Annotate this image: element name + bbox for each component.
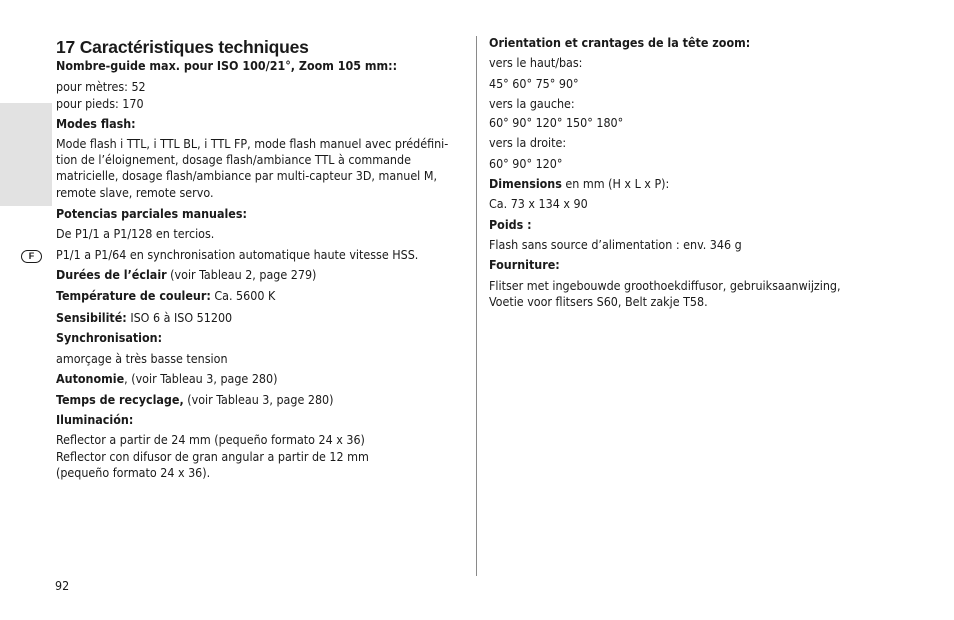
illumination-line: (pequeño formato 24 x 36). xyxy=(56,464,211,480)
up-down-label: vers le haut/bas: xyxy=(489,55,583,71)
language-badge: F xyxy=(21,250,42,263)
partial-power-heading: Potencias parciales manuales: xyxy=(56,206,247,222)
supplied-line: Flitser met ingebouwde groothoekdiffusor, gebruiksaanwijzing, xyxy=(489,277,841,293)
left-values: 60° 90° 120° 150° 180° xyxy=(489,115,624,131)
left-label: vers la gauche: xyxy=(489,95,575,111)
weight-heading: Poids : xyxy=(489,216,532,232)
guide-number-feet: pour pieds: 170 xyxy=(56,95,144,111)
section-title: 17 Caractéristiques techniques xyxy=(56,37,309,57)
flash-modes-heading: Modes flash: xyxy=(56,115,136,131)
autonomy: Autonomie, (voir Tableau 3, page 280) xyxy=(56,371,278,387)
supplied-heading: Fourniture: xyxy=(489,257,560,273)
illumination-line: Reflector a partir de 24 mm (pequeño formato 24 x 36) xyxy=(56,432,365,448)
column-divider xyxy=(476,36,477,576)
right-column xyxy=(489,35,919,310)
right-values: 60° 90° 120° xyxy=(489,155,563,171)
flash-modes-line: remote slave, remote servo. xyxy=(56,184,214,200)
flash-modes-line: matricielle, dosage flash/ambiance par multi-capteur 3D, manuel M, xyxy=(56,168,437,184)
supplied-line: Voetie voor flitsers S60, Belt zakje T58. xyxy=(489,293,708,309)
flash-duration: Durées de l’éclair (voir Tableau 2, page 279) xyxy=(56,266,317,282)
sync-heading: Synchronisation: xyxy=(56,329,163,345)
guide-number-heading: Nombre-guide max. pour ISO 100/21°, Zoom 105 mm:: xyxy=(56,58,398,73)
orientation-heading: Orientation et crantages de la tête zoom: xyxy=(489,35,751,50)
partial-power-line: P1/1 a P1/64 en synchronisation automatique haute vitesse HSS. xyxy=(56,246,419,262)
up-down-values: 45° 60° 75° 90° xyxy=(489,75,579,91)
right-label: vers la droite: xyxy=(489,135,567,151)
illumination-line: Reflector con difusor de gran angular a partir de 12 mm xyxy=(56,448,369,464)
illumination-text xyxy=(56,432,468,481)
recycle-time: Temps de recyclage, (voir Tableau 3, page 280) xyxy=(56,391,334,407)
weight-value: Flash sans source d’alimentation : env. 346 g xyxy=(489,236,742,252)
color-temperature: Température de couleur: Ca. 5600 K xyxy=(56,288,276,304)
flash-modes-line: Mode flash i TTL, i TTL BL, i TTL FP, mode flash manuel avec prédéfini- xyxy=(56,135,449,151)
sensitivity: Sensibilité: ISO 6 à ISO 51200 xyxy=(56,309,233,325)
illumination-heading: Iluminación: xyxy=(56,412,134,428)
dimensions-value: Ca. 73 x 134 x 90 xyxy=(489,196,588,212)
left-column xyxy=(56,36,468,481)
language-side-tab xyxy=(0,103,52,261)
partial-power-line: De P1/1 a P1/128 en tercios. xyxy=(56,226,215,242)
guide-number-meters: pour mètres: 52 xyxy=(56,79,146,95)
dimensions: Dimensions en mm (H x L x P): xyxy=(489,176,670,192)
flash-modes-text xyxy=(56,136,468,201)
flash-modes-line: tion de l’éloignement, dosage flash/ambiance TTL à commande xyxy=(56,152,411,168)
sync-value: amorçage à très basse tension xyxy=(56,351,228,367)
page-number: 92 xyxy=(55,578,70,593)
